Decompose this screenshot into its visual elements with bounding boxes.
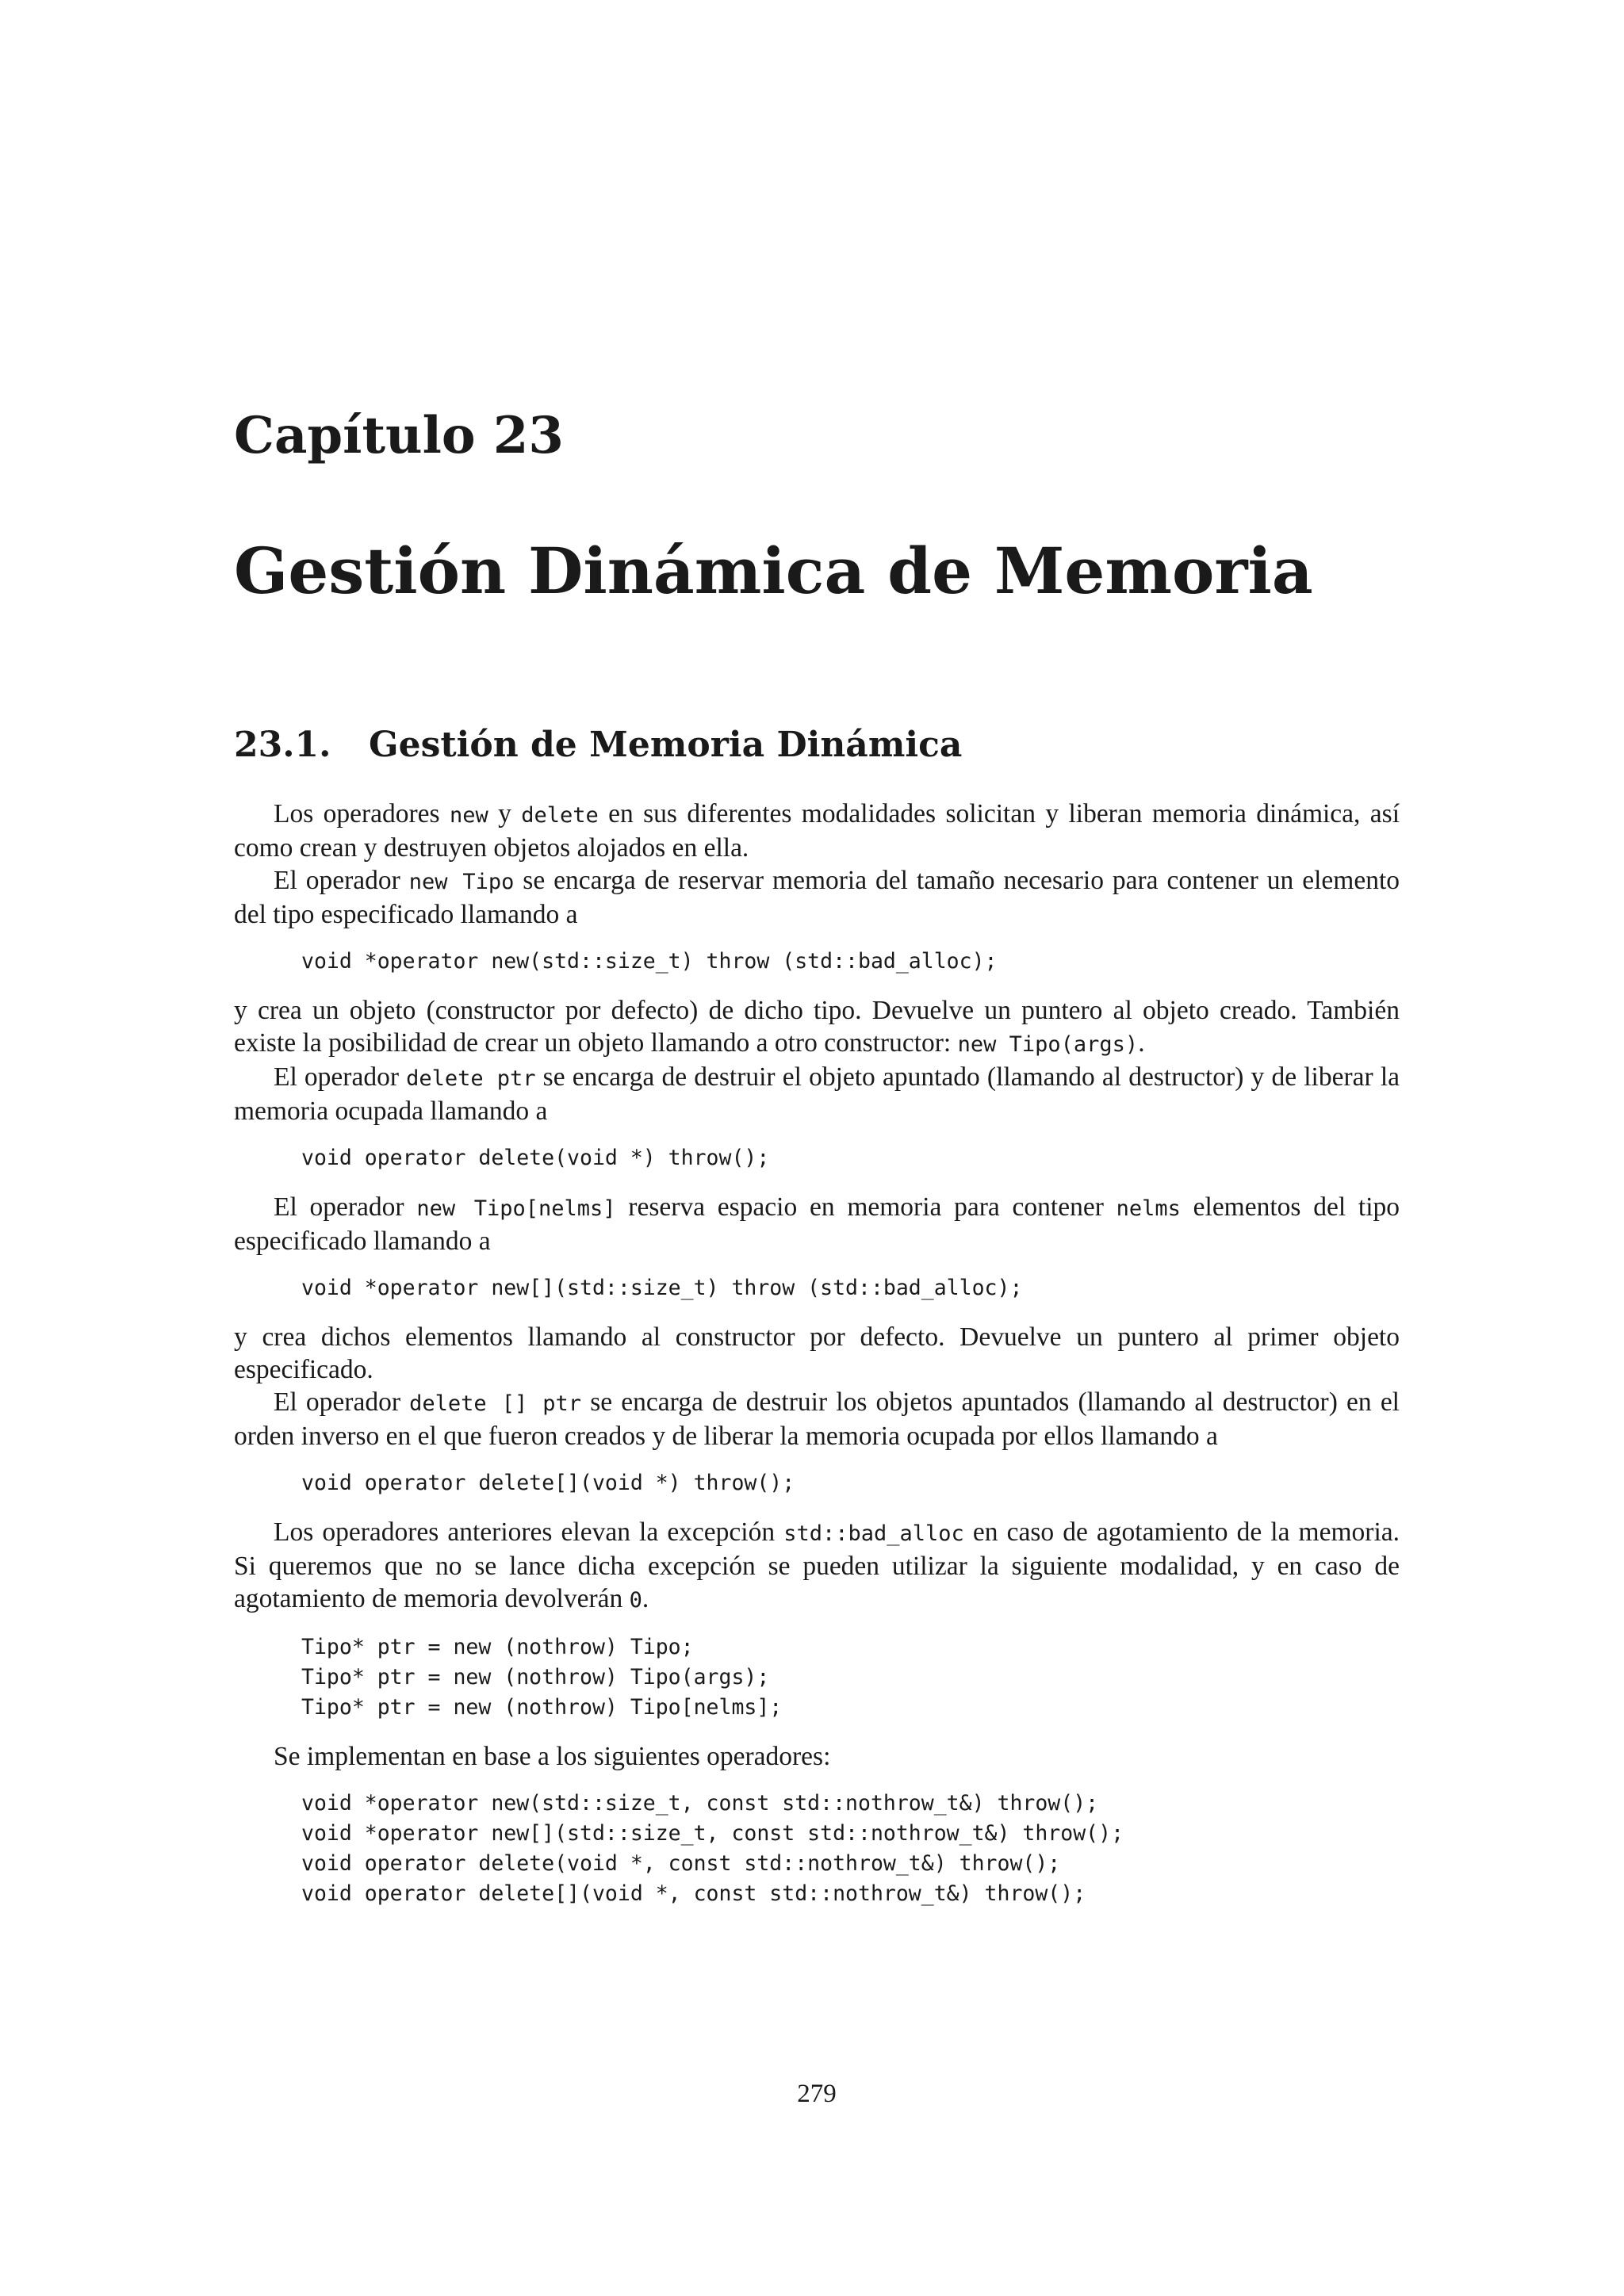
code-line: Tipo* ptr = new (nothrow) Tipo; xyxy=(301,1635,694,1659)
text: en sus diferentes modalidades solicitan y liberan memoria dinámica, así como crean y destruyen objetos alojados en ella. xyxy=(234,799,1400,863)
paragraph-3 xyxy=(234,994,1400,1061)
text: y crea un objeto (constructor por defecto) de dicho tipo. Devuelve un puntero al objeto creado. También existe la posibilidad de crear un objeto llamando a otro constructor: xyxy=(234,996,1400,1058)
text: se encarga de destruir los objetos apuntados (llamando al destructor) en el orden inverso en el que fueron creados y de liberar la memoria ocupada por ellos llamando a xyxy=(234,1387,1400,1451)
paragraph-5 xyxy=(234,1191,1400,1257)
code-line: void *operator new[](std::size_t) throw (std::bad_alloc); xyxy=(301,1276,1023,1300)
chapter-label: Capítulo 23 xyxy=(234,406,564,465)
paragraph-1 xyxy=(234,798,1400,864)
text: El operador xyxy=(274,866,409,895)
text: Los operadores anteriores elevan la excepción xyxy=(274,1517,784,1547)
code-block-6 xyxy=(301,1789,1400,1909)
inline-code: delete [] ptr xyxy=(409,1391,582,1416)
paragraph-4 xyxy=(234,1061,1400,1127)
text: reserva espacio en memoria para contener xyxy=(615,1192,1116,1222)
code-line: void *operator new(std::size_t, const std::nothrow_t&) throw(); xyxy=(301,1791,1099,1816)
paragraph-6 xyxy=(234,1321,1400,1386)
text: y crea dichos elementos llamando al constructor por defecto. Devuelve un puntero al primer objeto especificado. xyxy=(234,1322,1400,1384)
inline-code: new xyxy=(449,803,488,828)
code-block-5 xyxy=(301,1632,1400,1723)
code-line: void operator delete(void *, const std::nothrow_t&) throw(); xyxy=(301,1851,1061,1876)
text: en caso de agotamiento de la memoria. Si queremos que no se lance dicha excepción se pueden utilizar la siguiente modalidad, y en caso de agotamiento de memoria devolverán xyxy=(234,1517,1400,1613)
code-line: void operator delete[](void *) throw(); xyxy=(301,1471,795,1495)
text: se encarga de reservar memoria del tamaño necesario para contener un elemento del tipo especificado llamando a xyxy=(234,866,1400,929)
code-block-3 xyxy=(301,1273,1400,1303)
text: El operador xyxy=(274,1387,410,1417)
paragraph-7 xyxy=(234,1386,1400,1452)
inline-code: delete ptr xyxy=(406,1066,536,1091)
code-line: void operator delete(void *) throw(); xyxy=(301,1146,770,1170)
code-block-1 xyxy=(301,947,1400,977)
text: y xyxy=(488,799,522,828)
inline-code: nelms xyxy=(1116,1196,1181,1221)
code-line: void *operator new(std::size_t) throw (std::bad_alloc); xyxy=(301,949,998,974)
book-page xyxy=(234,0,1400,2296)
inline-code: std::bad_alloc xyxy=(783,1521,964,1546)
inline-code: 0 xyxy=(629,1588,642,1613)
code-block-4 xyxy=(301,1468,1400,1498)
chapter-title: Gestión Dinámica de Memoria xyxy=(234,534,1313,608)
code-line: void operator delete[](void *, const std::nothrow_t&) throw(); xyxy=(301,1881,1086,1906)
text: elementos del tipo especificado llamando a xyxy=(234,1192,1400,1256)
section-number: 23.1. xyxy=(234,725,331,765)
text: El operador xyxy=(274,1192,417,1222)
inline-code: delete xyxy=(521,803,599,828)
text: Los operadores xyxy=(274,799,450,828)
inline-code: new Tipo(args) xyxy=(957,1032,1139,1057)
text: . xyxy=(642,1584,649,1613)
section-title: Gestión de Memoria Dinámica xyxy=(369,725,963,765)
text: se encarga de destruir el objeto apuntado (llamando al destructor) y de liberar la memoria ocupada llamando a xyxy=(234,1062,1400,1126)
section-body xyxy=(234,798,1400,1927)
section-heading xyxy=(234,725,963,765)
code-line: Tipo* ptr = new (nothrow) Tipo[nelms]; xyxy=(301,1695,783,1720)
text: Se implementan en base a los siguientes operadores: xyxy=(274,1742,831,1771)
paragraph-9 xyxy=(234,1740,1400,1773)
paragraph-8 xyxy=(234,1516,1400,1617)
text: . xyxy=(1138,1028,1145,1058)
paragraph-2 xyxy=(234,864,1400,931)
page-number: 279 xyxy=(797,2080,837,2108)
code-line: Tipo* ptr = new (nothrow) Tipo(args); xyxy=(301,1665,770,1689)
inline-code: new Tipo xyxy=(408,870,515,894)
code-line: void *operator new[](std::size_t, const std::nothrow_t&) throw(); xyxy=(301,1821,1124,1846)
code-block-2 xyxy=(301,1143,1400,1173)
inline-code: new Tipo[nelms] xyxy=(416,1196,616,1221)
text: El operador xyxy=(274,1062,407,1092)
